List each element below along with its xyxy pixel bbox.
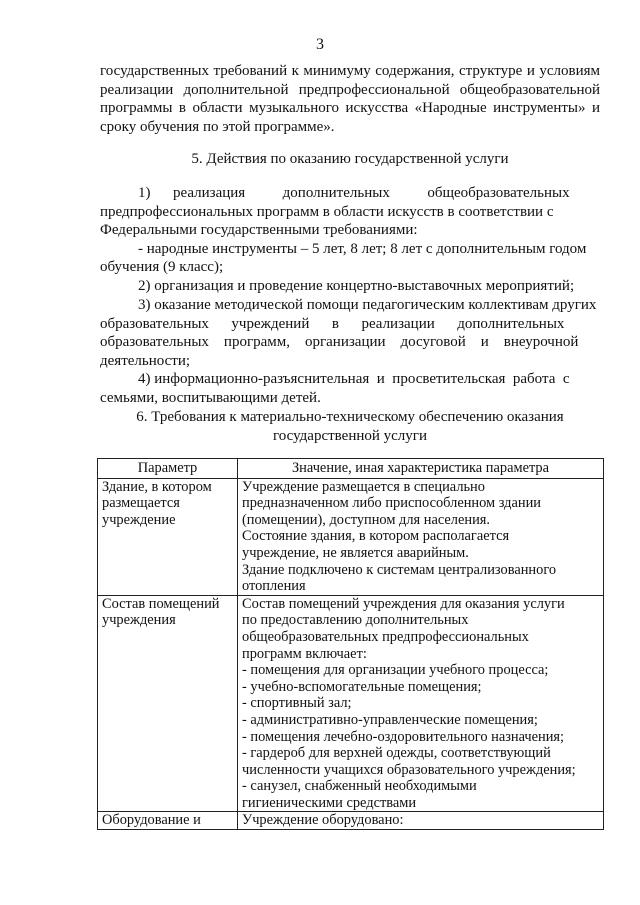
param-line: учреждения	[102, 612, 176, 629]
item3-line: образовательных учреждений в реализации дополнительных	[100, 315, 565, 332]
param-cell	[98, 595, 238, 812]
value-line: - учебно-вспомогательные помещения;	[242, 678, 482, 695]
item4-line: семьями, воспитывающими детей.	[100, 389, 321, 406]
item3-line: образовательных программ, организации досуговой и внеурочной	[100, 334, 579, 351]
section6-heading-line: 6. Требования к материально-техническому обеспечению оказания	[136, 409, 564, 425]
value-line: учреждение, не является аварийным.	[242, 544, 469, 561]
param-line: Здание, в котором	[102, 478, 212, 495]
value-line: программ включает:	[242, 645, 367, 662]
value-line: - гардероб для верхней одежды, соответствующий	[242, 745, 551, 762]
section5-heading: 5. Действия по оказанию государственной услуги	[191, 151, 509, 167]
table-row	[98, 812, 604, 830]
param-line: Оборудование и	[102, 812, 201, 829]
section6-heading-line: государственной услуги	[273, 427, 427, 444]
param-cell	[98, 478, 238, 595]
table-row	[98, 478, 604, 595]
intro-line: сроку обучения по этой программе».	[100, 118, 335, 135]
header-parameter: Параметр	[98, 459, 238, 479]
value-line: Здание подключено к системам централизованного	[242, 561, 557, 578]
item1-line: предпрофессиональных программ в области искусств в соответствии с	[100, 203, 554, 220]
section5-item3	[100, 296, 600, 370]
requirements-table	[97, 458, 604, 830]
value-cell	[238, 595, 604, 812]
item3-line: 3) оказание методической помощи педагогическим коллективам других	[138, 297, 597, 313]
value-line: численности учащихся образовательного учреждения;	[242, 761, 576, 778]
intro-line: реализации дополнительной предпрофессиональной общеобразовательной	[100, 81, 600, 98]
item4-line: 4) информационно-разъяснительная и просветительская работа с	[138, 371, 570, 387]
value-line: (помещении), доступном для населения.	[242, 511, 490, 528]
value-line: - санузел, снабженный необходимыми	[242, 778, 477, 795]
param-cell	[98, 812, 238, 830]
page-number: 3	[316, 36, 324, 53]
section5-item4	[100, 370, 600, 407]
value-line: - помещения для организации учебного процесса;	[242, 662, 549, 679]
intro-line: программы в области музыкального искусства «Народные инструменты» и	[100, 100, 600, 117]
value-line: Учреждение оборудовано:	[242, 812, 404, 829]
value-line: общеобразовательных предпрофессиональных	[242, 628, 529, 645]
value-line: гигиеническими средствами	[242, 794, 417, 811]
intro-paragraph	[100, 62, 600, 136]
value-line: предназначенном либо приспособленном здании	[242, 495, 541, 512]
value-line: - спортивный зал;	[242, 695, 352, 712]
param-line: учреждение	[102, 511, 176, 528]
value-line: - помещения лечебно-оздоровительного назначения;	[242, 728, 565, 745]
param-line: размещается	[102, 495, 180, 512]
intro-line: государственных требований к минимуму содержания, структуре и условиям	[100, 63, 600, 79]
value-cell	[238, 812, 604, 830]
value-cell	[238, 478, 604, 595]
table-header-row	[98, 459, 604, 479]
item1-sub-line: обучения (9 класс);	[100, 259, 224, 276]
value-line: отопления	[242, 578, 306, 595]
item3-line: деятельности;	[100, 352, 191, 369]
section5-item1	[100, 184, 600, 277]
table-row	[98, 595, 604, 812]
header-value: Значение, иная характеристика параметра	[238, 459, 604, 479]
param-line: Состав помещений	[102, 595, 220, 612]
value-line: Учреждение размещается в специально	[242, 478, 485, 495]
value-line: по предоставлению дополнительных	[242, 612, 469, 629]
item1-sub-line: - народные инструменты – 5 лет, 8 лет; 8 лет с дополнительным годом	[138, 240, 587, 257]
section6-heading	[100, 408, 600, 445]
item1-line: 1) реализация дополнительных общеобразовательных	[138, 185, 570, 201]
item1-line: Федеральными государственными требованиями:	[100, 222, 418, 239]
value-line: - административно-управленческие помещения;	[242, 711, 538, 728]
section5-item2: 2) организация и проведение концертно-выставочных мероприятий;	[138, 278, 575, 294]
value-line: Состояние здания, в котором располагается	[242, 528, 510, 545]
value-line: Состав помещений учреждения для оказания услуги	[242, 595, 565, 612]
